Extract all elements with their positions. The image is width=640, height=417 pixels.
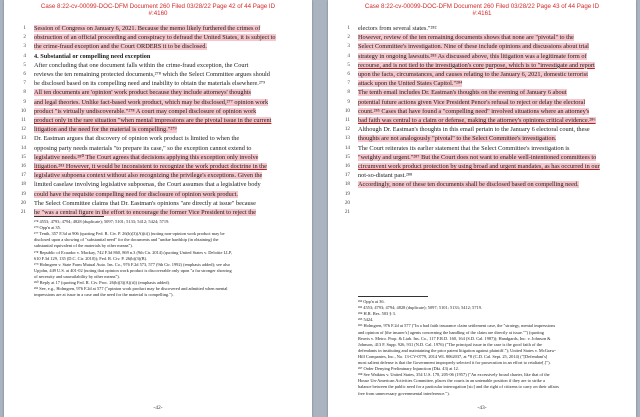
text-line-content: After concluding that one document falls within the crime-fraud exception, the Court	[34, 61, 249, 69]
line-number: 19	[344, 190, 350, 197]
text-line-content: not-so-distant past.²⁸⁸	[358, 172, 413, 180]
line-number: 17	[20, 172, 26, 179]
line-number: 18	[344, 181, 350, 188]
footnote-line: 610 F.3d 129, 135 (D.C. Cir. 2010)); Fed. R. Civ. P. 26(b)(3)(B).	[34, 255, 148, 261]
text-line-content: attack upon the United States Capitol."²⁸⁴	[358, 80, 463, 88]
footnote-line: defendants in instituting and maintaining the prior patent litigation against plaintiff."); United States v. McGraw-	[358, 347, 556, 353]
text-line	[34, 88, 298, 97]
footnote-rule	[34, 216, 104, 217]
text-line	[34, 144, 298, 153]
text-line	[358, 24, 622, 33]
text-line	[358, 116, 622, 125]
text-line-content: potential future actions given Vice President Pence's refusal to reject or delay the electoral	[358, 98, 586, 106]
text-line-content: the crime-fraud exception and the Court ORDERS it to be disclosed.	[34, 43, 207, 51]
line-number: 15	[20, 153, 26, 160]
footnote-line: of necessity and unavailability by other means").	[34, 273, 120, 279]
footnote-line: ²⁷⁹ Opp'n at 35.	[34, 225, 61, 231]
text-line-content: recourse, and is not tied to the investigation's core purpose, which is to "investigate and report	[358, 61, 595, 69]
text-line	[34, 107, 298, 116]
line-number: 15	[344, 153, 350, 160]
page-header	[4, 3, 312, 17]
footnote-line: ²⁷⁷ Tenth, 357 F.3d at 906 (quoting Fed. R. Civ. P. 26(b)(3)(A)(ii)) (noting non-opinion work product may be	[34, 231, 225, 237]
text-line	[34, 33, 298, 42]
text-line-content: upon the facts, circumstances, and causes relating to the January 6, 2021, domestic terrorist	[358, 71, 588, 78]
text-line	[34, 180, 298, 189]
line-number: 1	[347, 25, 350, 31]
footnote-line: ²⁸⁷ Order Denying Preliminary Injunction (Dkt. 43) at 12.	[358, 366, 459, 372]
text-line	[358, 33, 622, 42]
text-line	[34, 171, 298, 180]
line-number: 4	[347, 52, 350, 59]
line-number: 11	[21, 117, 26, 123]
text-line	[34, 79, 298, 88]
line-number: 11	[345, 117, 350, 123]
text-line-content: All ten documents are 'opinion' work product because they include attorneys' thoughts	[34, 89, 251, 97]
footnote-line: ²⁸⁶ Holmgren, 976 F.2d at 577 ("In a bad faith insurance claim settlement case, the "strategy, mental impressions	[358, 323, 556, 329]
text-line-content: The tenth email includes Dr. Eastman's thoughts on the evening of January 6 about	[358, 89, 567, 97]
page-header	[328, 3, 636, 17]
text-line	[358, 88, 622, 97]
footnote-line: Johnson, 413 F. Supp. 926, 931 (N.D. Cal. 1976) ("The principal issue in the case is the good faith of the	[358, 341, 542, 347]
page-number: -42-	[153, 405, 163, 411]
footnote-line: ²⁸⁵ 5424.	[358, 317, 374, 323]
line-number: 13	[344, 135, 350, 142]
line-number: 16	[20, 163, 26, 169]
line-number: 8	[23, 89, 26, 96]
page-id: #:4161	[472, 10, 492, 17]
text-line-content: The Select Committee claims that Dr. Eastman's opinions "are directly at issue" because	[34, 199, 256, 207]
page-id: #:4160	[148, 10, 168, 17]
text-line-content: and legal theories. Unlike fact-based work product, which may be disclosed,²⁷⁷ opinion work	[34, 98, 269, 106]
line-number: 5	[23, 61, 26, 68]
text-line-content: reviews the ten remaining protected documents,²⁷⁸ which the Select Committee argues should	[34, 71, 270, 78]
line-number: 20	[344, 199, 350, 206]
text-line	[358, 134, 622, 143]
footnote-line: substantial equivalent of the materials by other means").	[34, 243, 133, 249]
footnote-rule	[358, 296, 428, 297]
text-line	[34, 190, 298, 199]
line-number: 12	[344, 126, 350, 133]
footnote-line: disclosed upon a showing of "substantial need" for the documents and "undue hardship (in obtaining) the	[34, 237, 219, 243]
footnote-line: most salient defense is that the Government improperly selected it for prosecution in an effort to retaliate[.]").	[358, 360, 551, 365]
text-line	[358, 180, 622, 189]
text-line	[358, 144, 622, 153]
footnote-line: Reavis v. Metro. Prop. & Liab. Ins. Co., 117 F.R.D. 160, 164 (S.D. Cal. 1987)); Handgards, Inc. v. Johnson &	[358, 335, 551, 341]
line-number: 3	[347, 43, 350, 50]
line-number: 19	[20, 190, 26, 197]
footnote-line: ²⁸² Opp'n at 36.	[358, 299, 385, 304]
line-number: 20	[20, 199, 26, 206]
text-line-content: Dr. Eastman argues that discovery of opinion work product is limited to when the	[34, 135, 240, 143]
line-number: 7	[23, 80, 26, 87]
text-line	[34, 153, 298, 162]
line-number: 5	[347, 61, 350, 68]
text-line-content: limited caselaw involving legislative subpoenas, the Court assumes that a legislative body	[34, 181, 261, 189]
text-line-content: product "is virtually undiscoverable."²⁷⁸ A court may compel disclosure of opinion work	[34, 107, 257, 115]
text-line-content: legislative subpoena context without also recognizing the privilege's exceptions. Given the	[34, 172, 263, 180]
text-line	[358, 70, 622, 79]
footnote-line: balance between the public need for a particular interrogation [sic] and the right of citizens to carry on their affairs	[358, 384, 559, 390]
line-number: 13	[20, 135, 26, 142]
text-line-content: could have the requisite compelling need for disclosure of opinion work product.	[34, 190, 238, 198]
text-line	[34, 116, 298, 125]
text-line	[34, 134, 298, 143]
text-line	[34, 52, 298, 61]
text-line-content: Although Dr. Eastman's thoughts in this email pertain to the January 6 electoral count, these	[358, 126, 590, 134]
text-line-content: be disclosed based on its compelling need and inability to obtain the materials elsewhere.²⁷⁹	[34, 80, 266, 88]
line-number: 10	[20, 107, 26, 114]
text-line-content: "weighty and urgent."²⁸⁷ But the Court does not want to enable well-intentioned committees to	[358, 153, 597, 161]
footnote-line: ²⁸¹ See, e.g., Holmgren, 976 F.2d at 577 ("opinion work product may be discovered and admitted when mental	[34, 286, 228, 292]
case-header-text: Case 8:22-cv-00099-DOC-DFM Document 260 Filed 03/28/22 Page 43 of 44 Page ID	[364, 3, 600, 10]
footnote-line: House Un-American Activities Committee, places the courts in an untenable position if they are to strike a	[358, 378, 545, 384]
footnote-line: ²⁸⁴ H.R. Res. 503 § 3.	[358, 311, 396, 317]
page-number: -43-	[477, 405, 487, 411]
text-line-content: Select Committee's investigation. Nine of these include opinions and discussions about trial	[358, 43, 589, 51]
text-line	[358, 61, 622, 70]
text-line	[358, 153, 622, 162]
text-line	[34, 98, 298, 107]
text-line	[358, 52, 622, 61]
footnote-line: free from unnecessary governmental interference.").	[358, 390, 450, 396]
text-line	[358, 42, 622, 51]
text-line-content: product only in the rare situation "when mental impressions are the pivotal issue in the current	[34, 117, 272, 124]
footnote-line: ²⁷⁸ Republic of Ecuador v. Mackay, 742 F.3d 860, 869 n.3 (9th Cir. 2014) (quoting United States v. Deloitte LLP,	[34, 249, 232, 255]
text-line-content: litigation and the need for the material is compelling."²⁷⁹	[34, 126, 177, 134]
text-line	[358, 171, 622, 180]
text-line	[358, 208, 622, 217]
document-page-42	[4, 0, 312, 417]
text-line	[358, 125, 622, 134]
line-number: 18	[20, 181, 26, 188]
text-line-content: Accordingly, none of these ten documents shall be disclosed based on compelling need.	[358, 181, 579, 189]
text-line-content: The Court reiterates its earlier statement that the Select Committee's investigation is	[358, 144, 570, 152]
footnote-line: ²⁷⁹ Holmgren v. State Farm Mutual Auto. Ins. Co., 976 F.2d 573, 577 (9th Cir. 1992) (emphasis added); see also	[34, 261, 231, 267]
line-number: 14	[20, 144, 26, 151]
text-line-content: thoughts are not analogously "pivotal" to the Select Committee's investigation.	[358, 135, 557, 143]
footnote-line: ²⁷⁸ 4553; 4793; 4794; 4828 (duplicate); 5097; 5101; 5133; 5412; 5424; 5719.	[34, 219, 170, 224]
line-number: 12	[20, 126, 26, 133]
footnote-line: ²⁸⁰ Reply at 17 (quoting Fed. R. Civ. Proc. 26(b)(3)(A)(ii)) (emphasis added).	[34, 280, 171, 285]
case-header-text: Case 8:22-cv-00099-DOC-DFM Document 260 Filed 03/28/22 Page 42 of 44 Page ID	[40, 3, 276, 10]
text-line-content: obstruction of an official proceeding and conspiracy to defraud the United States, it is subject to	[34, 34, 276, 42]
text-line-content: litigation.²⁸¹ However, it would be inconsistent to recognize the work product doctrine in the	[34, 163, 267, 170]
line-number: 9	[23, 98, 26, 105]
text-line	[34, 24, 298, 33]
line-number: 9	[347, 98, 350, 105]
line-number: 6	[347, 71, 350, 77]
text-line	[34, 125, 298, 134]
text-line	[34, 199, 298, 208]
line-number: 21	[20, 209, 26, 215]
line-number: 7	[347, 80, 350, 87]
text-line-content: legislative needs.²⁸⁰ The Court agrees that decisions applying this exception only involve	[34, 153, 259, 161]
section-heading: 4. Substantial or compelling need exception	[34, 52, 151, 60]
footnote-line: and opinion of [the insurer's] agents concerning the handling of the claim are directly at issue."") (quoting	[358, 329, 544, 335]
document-page-43	[328, 0, 636, 417]
text-line	[34, 61, 298, 70]
line-number: 21	[344, 209, 350, 215]
text-line	[34, 70, 298, 79]
line-number: 8	[347, 89, 350, 96]
line-number: 2	[347, 34, 350, 41]
text-line	[34, 162, 298, 171]
text-line-content: strategy in ongoing lawsuits.²⁸³ As discussed above, this litigation was a legitimate form of	[358, 52, 587, 60]
line-number: 17	[344, 172, 350, 179]
line-number: 16	[344, 163, 350, 169]
line-number: 3	[23, 43, 26, 50]
text-line	[34, 42, 298, 51]
text-line	[358, 79, 622, 88]
text-line-content: circumvent work product protection by using broad and urgent mandates, as has occurred in our	[358, 163, 600, 170]
line-number: 10	[344, 107, 350, 114]
text-line-content: Session of Congress on January 6, 2021. Because the memo likely furthered the crimes of	[34, 25, 261, 32]
footnote-line: ²⁸⁸ See Watkins v. United States, 354 U.S. 178, 205-06 (1957) ("An excessively broad charter, like that of the	[358, 372, 550, 378]
text-line	[358, 190, 622, 199]
text-line	[358, 107, 622, 116]
line-number: 1	[23, 25, 26, 31]
text-line-content: electors from several states."²⁸²	[358, 25, 437, 32]
line-number: 4	[23, 52, 26, 59]
text-line	[358, 98, 622, 107]
text-line-content: However, review of the ten remaining documents shows that none are "pivotal" to the	[358, 34, 574, 42]
text-line-content: count.²⁸⁵ Cases that have found a "compelling need" involved situations where an attorney's	[358, 107, 590, 115]
text-line-content: bad faith was central to a claim or defense, making the attorney's opinions critical evidence.²⁸⁶	[358, 117, 596, 124]
footnote-line: Upjohn, 449 U.S. at 401-02 (noting that opinion work product is discoverable only upon "a far stronger showing	[34, 267, 232, 273]
text-line	[358, 199, 622, 208]
footnote-line: Hill Companies, Inc., No. 13-CV-0779, 2014 WL 8062037, at *8 (C.D. Cal. Sept. 25, 2014) ("[Defendant's]	[358, 353, 548, 359]
text-line	[358, 162, 622, 171]
text-line-content: he "was a central figure in the effort to encourage the former Vice President to reject the	[34, 209, 256, 216]
line-number: 14	[344, 144, 350, 151]
text-line-content: opposing party needs materials "to prepare its case," so the exception cannot extend to	[34, 144, 252, 152]
footnote-line: ²⁸³ 4553; 4793; 4794; 4828 (duplicate); 5097; 5101; 5133; 5412; 5719.	[358, 305, 483, 311]
line-number: 6	[23, 71, 26, 77]
line-number: 2	[23, 34, 26, 41]
footnote-line: impressions are at issue in a case and the need for the material is compelling.").	[34, 292, 174, 298]
